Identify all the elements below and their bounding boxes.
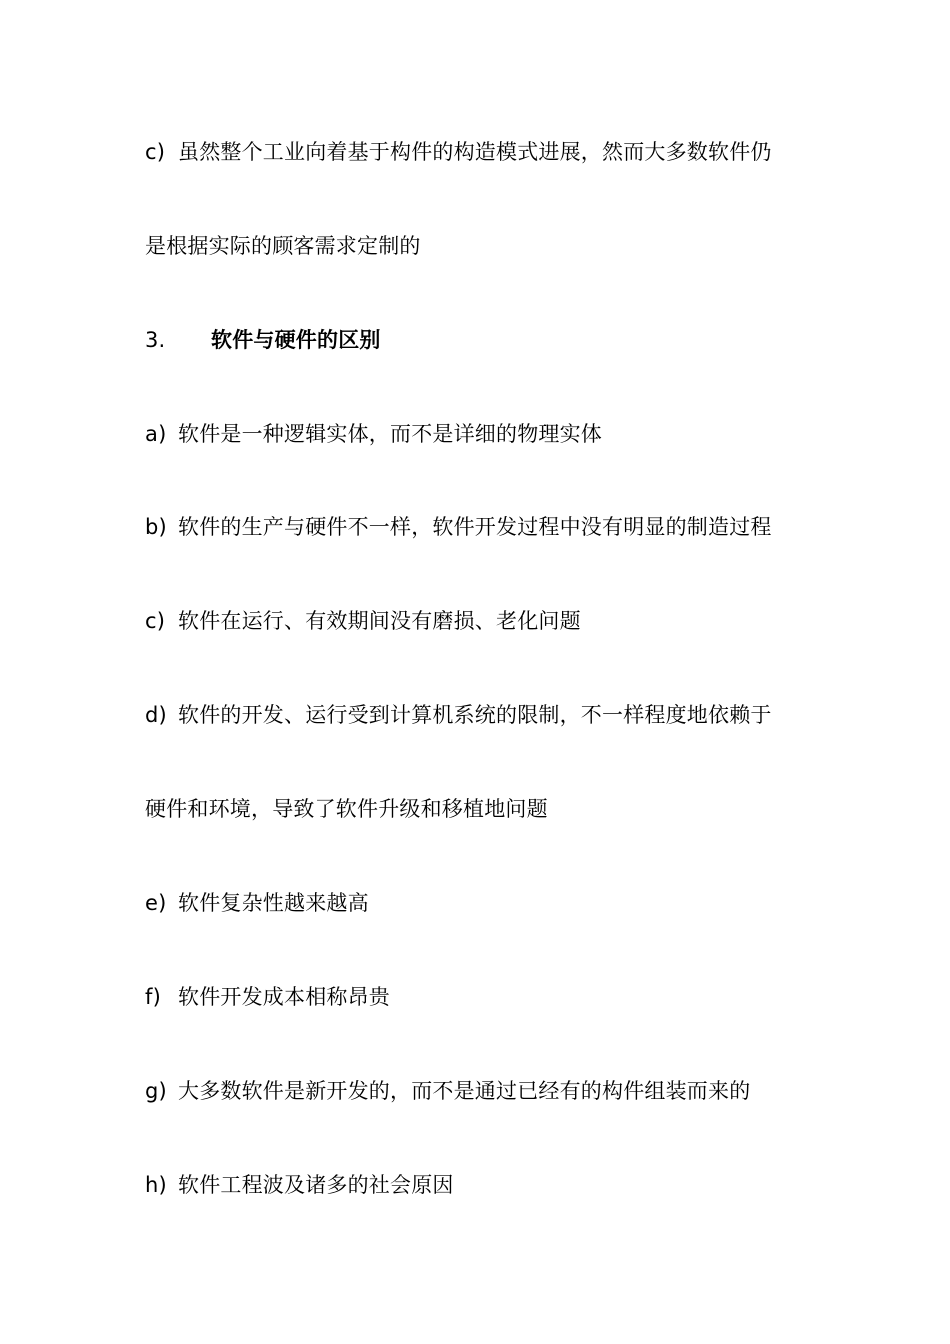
list-item-h <box>145 1170 815 1200</box>
list-text-continuation: 是根据实际的顾客需求定制的 <box>145 234 421 258</box>
list-item-a <box>145 419 815 449</box>
list-marker: c) <box>145 140 166 164</box>
list-item-g <box>145 1076 815 1106</box>
list-text: 软件复杂性越来越高 <box>178 891 369 915</box>
list-marker: g) <box>145 1079 167 1103</box>
list-text: 软件在运行、有效期间没有磨损、老化问题 <box>178 609 581 633</box>
list-marker: d) <box>145 703 167 727</box>
section-title: 软件与硬件的区别 <box>211 328 381 352</box>
list-text: 虽然整个工业向着基于构件的构造模式进展，然而大多数软件仍 <box>178 140 772 164</box>
list-item-c <box>145 606 815 636</box>
list-text: 大多数软件是新开发的，而不是通过已经有的构件组装而来的 <box>178 1079 751 1103</box>
list-text: 软件的生产与硬件不一样，软件开发过程中没有明显的制造过程 <box>178 515 772 539</box>
section-number: 3. <box>145 328 166 352</box>
list-text: 软件开发成本相称昂贵 <box>178 985 390 1009</box>
list-text: 软件的开发、运行受到计算机系统的限制，不一样程度地依赖于 <box>178 703 772 727</box>
list-item-e <box>145 888 815 918</box>
list-marker: a) <box>145 422 167 446</box>
section-heading <box>145 325 815 355</box>
list-marker: h) <box>145 1173 167 1197</box>
list-marker: b) <box>145 515 167 539</box>
list-item-d-line1 <box>145 700 815 730</box>
list-text-continuation: 硬件和环境，导致了软件升级和移植地问题 <box>145 797 548 821</box>
list-text: 软件是一种逻辑实体，而不是详细的物理实体 <box>178 422 602 446</box>
list-text: 软件工程波及诸多的社会原因 <box>178 1173 454 1197</box>
list-item-b <box>145 512 815 542</box>
list-item-c-line2 <box>145 231 815 261</box>
list-item-c-line1 <box>145 137 815 167</box>
list-marker: c) <box>145 609 166 633</box>
list-marker: f) <box>145 985 161 1009</box>
list-marker: e) <box>145 891 167 915</box>
list-item-f <box>145 982 815 1012</box>
list-item-d-line2 <box>145 794 815 824</box>
